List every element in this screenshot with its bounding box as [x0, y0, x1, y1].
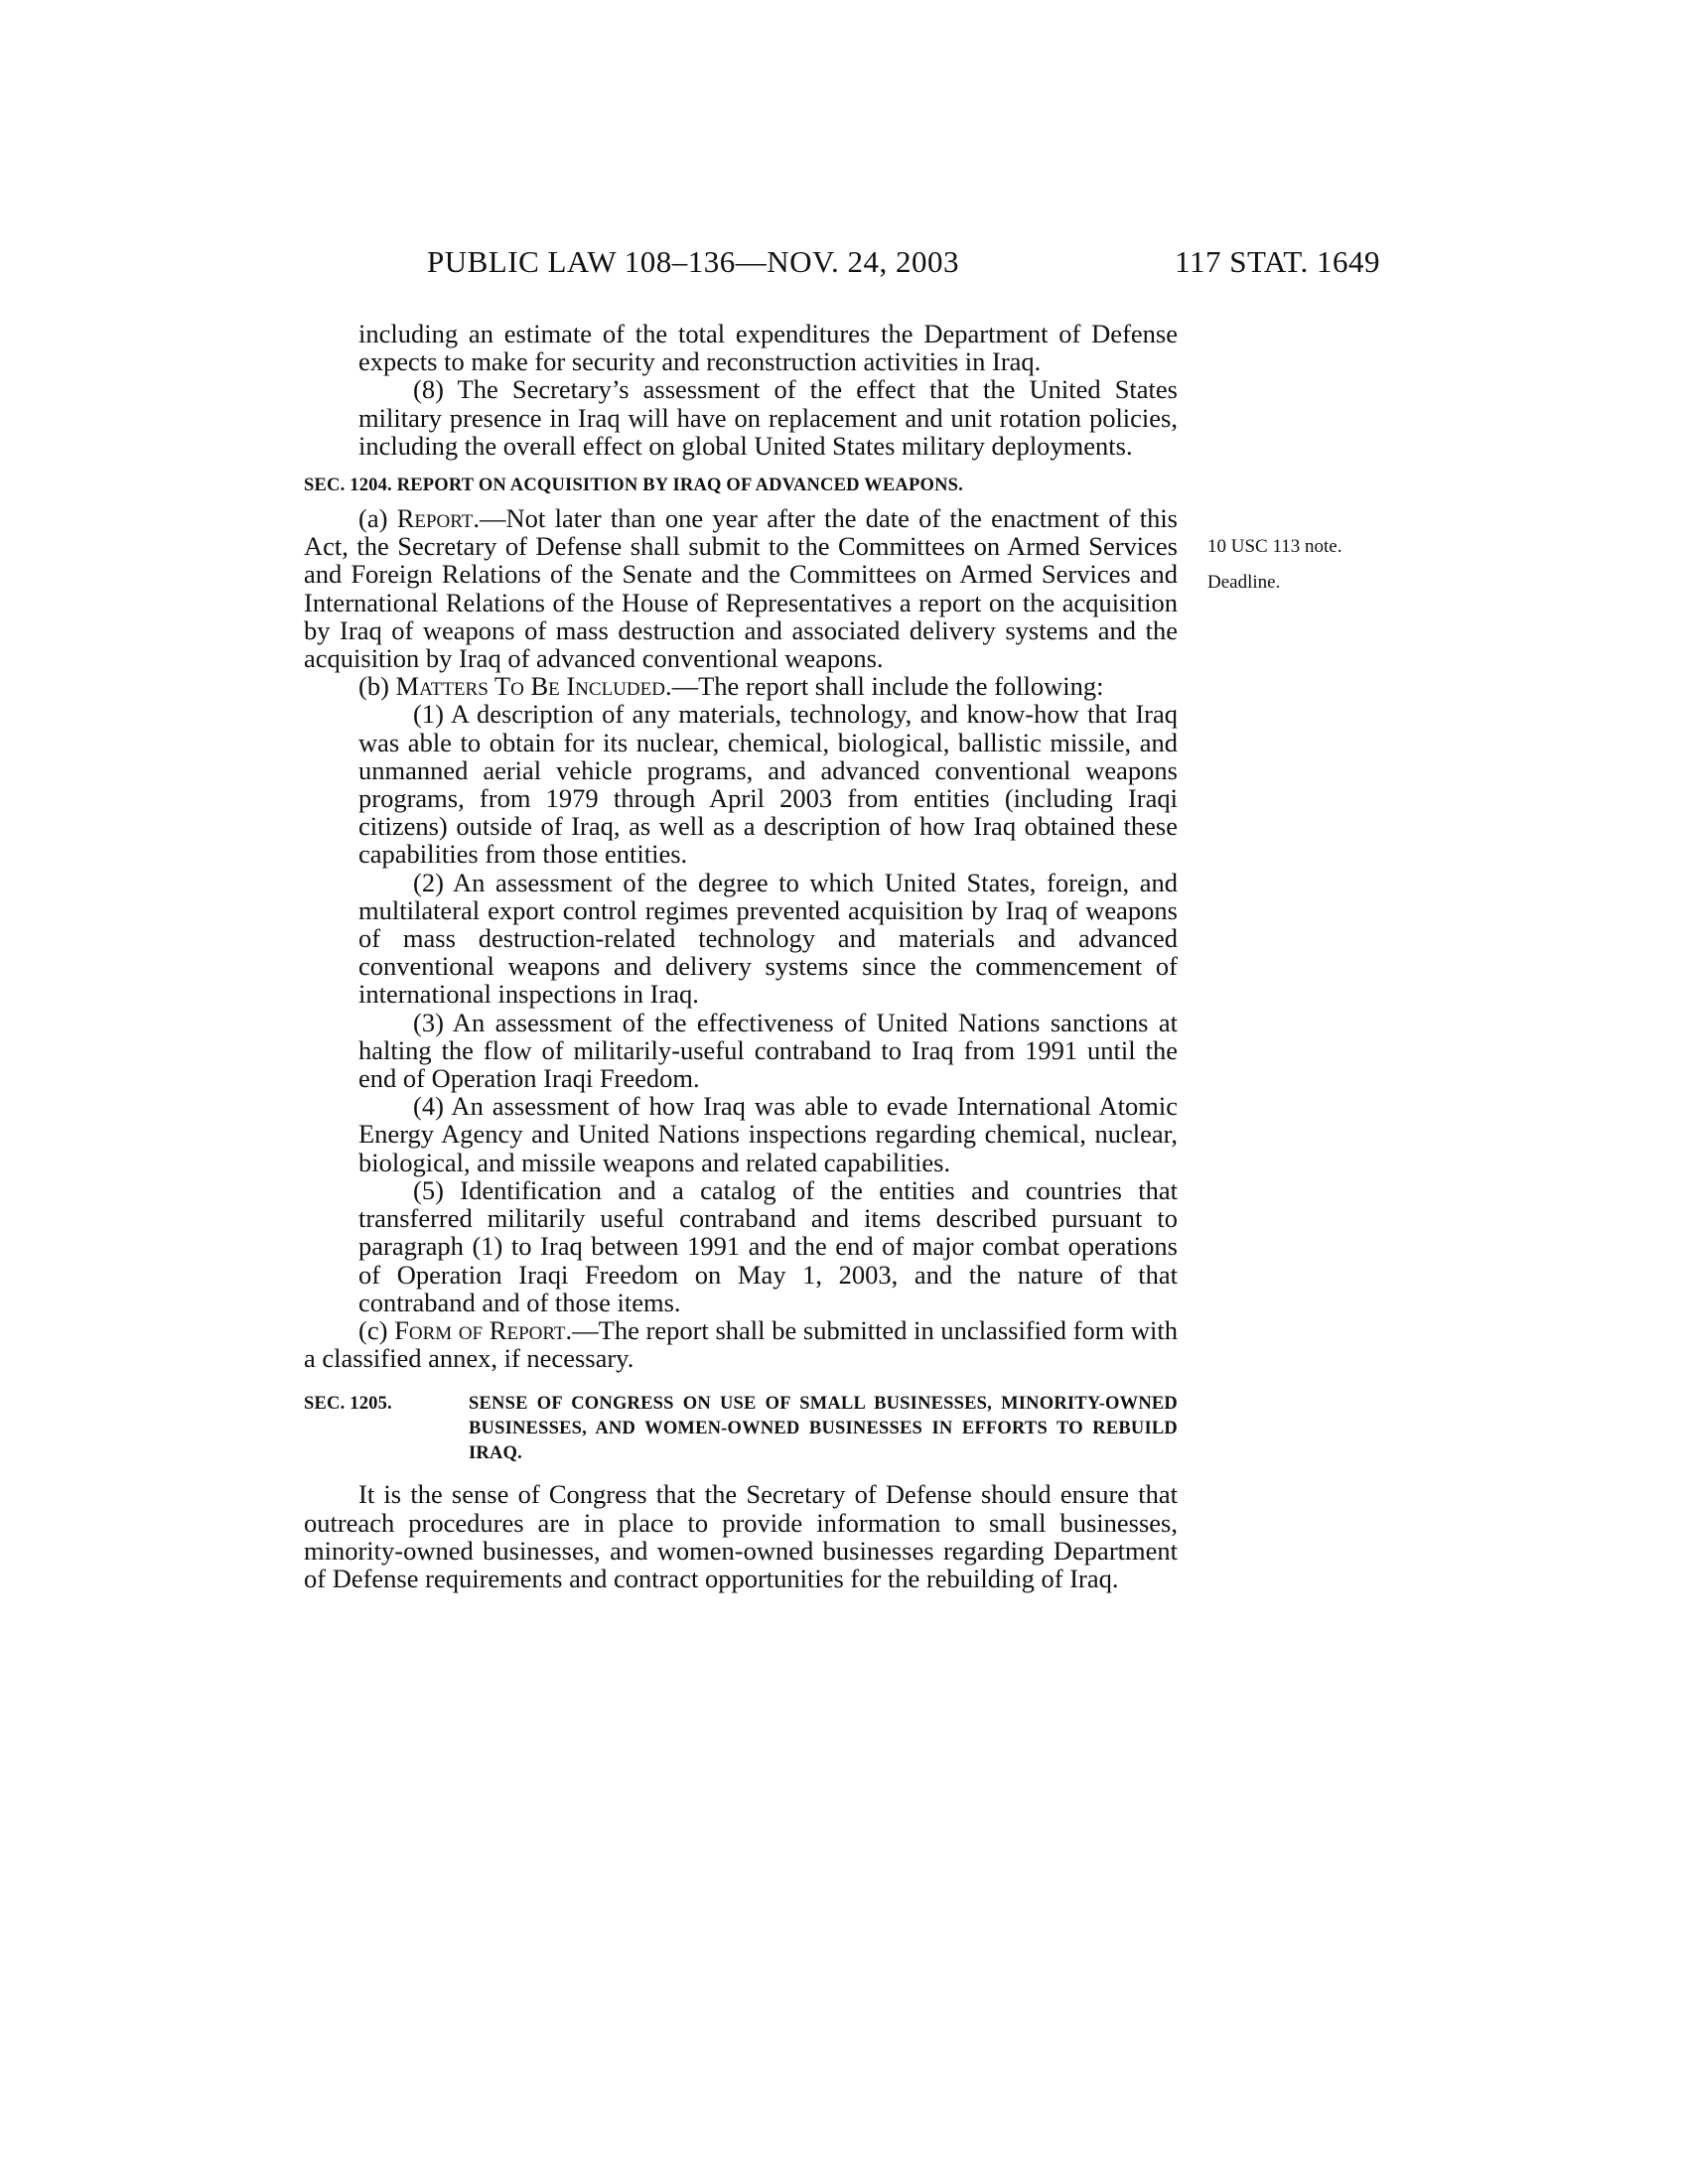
- section-1205-heading: [304, 1392, 1178, 1466]
- subsection-a: [304, 504, 1178, 672]
- document-body: [304, 320, 1178, 1592]
- item-2: (2) An assessment of the degree to which United States, foreign, and multilateral export control regimes prevented acquisition by Iraq of weapons of mass destruction-related technology and materials and advanced conventional weapons and delivery systems since the commencement of international inspections in Iraq.: [358, 867, 1178, 1010]
- subsection-c: [304, 1316, 1178, 1372]
- public-law-title: PUBLIC LAW 108–136—NOV. 24, 2003: [427, 244, 959, 279]
- section-1205-text: It is the sense of Congress that the Secretary of Defense should ensure that outreach procedures are in place to provide information to small businesses, minority-owned businesses, and women-owned businesses regarding Department of Defense requirements and contract opportunities for the rebuilding of Iraq.: [304, 1479, 1178, 1593]
- subsection-a-heading: Report: [396, 503, 474, 534]
- statute-page-number: 117 STAT. 1649: [1175, 244, 1380, 279]
- section-1205-number: SEC. 1205.: [304, 1394, 392, 1415]
- continued-paragraph: including an estimate of the total expenditures the Department of Defense expects to make for security and reconstruction activities in Iraq.: [358, 319, 1178, 377]
- margin-note-usc: 10 USC 113 note.: [1207, 536, 1342, 557]
- subsection-b-text: .—The report shall include the following:: [664, 671, 1104, 702]
- subsection-c-heading: Form of Report: [394, 1314, 566, 1345]
- margin-note-deadline: Deadline.: [1207, 572, 1281, 593]
- section-1205-title: SENSE OF CONGRESS ON USE OF SMALL BUSINESSES, MINORITY-OWNED BUSINESSES, AND WOMEN-OWNED BUSINESSES IN EFFORTS TO REBUILD IRAQ.: [469, 1394, 1178, 1464]
- page-header: [427, 244, 1380, 290]
- paragraph-8: (8) The Secretary’s assessment of the effect that the United States military presence in Iraq will have on replacement and unit rotation policies, including the overall effect on global United States military deployments.: [358, 374, 1178, 461]
- item-5: (5) Identification and a catalog of the entities and countries that transferred militarily useful contraband and items described pursuant to paragraph (1) to Iraq between 1991 and the end of major combat operations of Operation Iraqi Freedom on May 1, 2003, and the nature of that contraband and of those items.: [358, 1174, 1178, 1317]
- subsection-c-label: (c): [358, 1314, 395, 1345]
- subsection-a-text: .—Not later than one year after the date of the enactment of this Act, the Secretary of Defense shall submit to the Committees on Armed Services and Foreign Relations of the Senate and the Committees on Armed Services and International Relations of the House of Representatives a report on the acquisition by Iraq of weapons of mass destruction and associated delivery systems and the acquisition by Iraq of advanced conventional weapons.: [304, 503, 1178, 674]
- section-1204-heading: SEC. 1204. REPORT ON ACQUISITION BY IRAQ OF ADVANCED WEAPONS.: [304, 476, 963, 496]
- item-3: (3) An assessment of the effectiveness of United Nations sanctions at halting the flow of militarily-useful contraband to Iraq from 1991 until the end of Operation Iraqi Freedom.: [358, 1007, 1178, 1094]
- subsection-a-label: (a): [358, 503, 397, 534]
- subsection-b: [304, 672, 1178, 700]
- subsection-b-heading: Matters To Be Included: [395, 671, 665, 702]
- item-4: (4) An assessment of how Iraq was able to evade International Atomic Energy Agency and United Nations inspections regarding chemical, nuclear, biological, and missile weapons and related capabilities.: [358, 1091, 1178, 1177]
- subsection-b-label: (b): [358, 671, 396, 702]
- item-1: (1) A description of any materials, technology, and know-how that Iraq was able to obtain for its nuclear, chemical, biological, ballistic missile, and unmanned aerial vehicle programs, and advanced conventional weapons programs, from 1979 through April 2003 from entities (including Iraqi citizens) outside of Iraq, as well as a description of how Iraq obtained these capabilities from those entities.: [358, 699, 1178, 870]
- subsection-c-text: .—The report shall be submitted in unclassified form with a classified annex, if necessary.: [304, 1314, 1178, 1374]
